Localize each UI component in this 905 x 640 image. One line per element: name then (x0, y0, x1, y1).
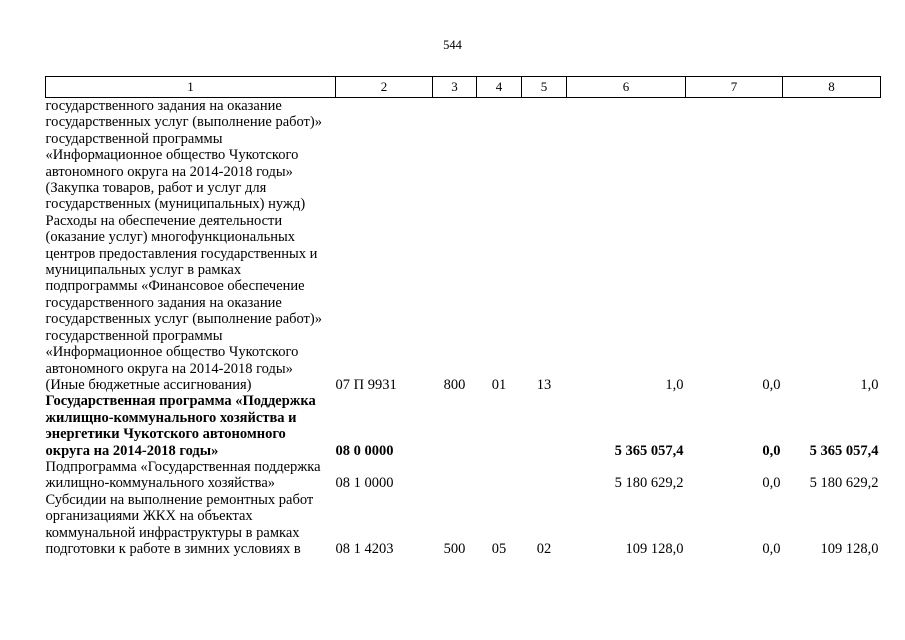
description-line: государственной программы (45, 130, 223, 147)
row-description (46, 98, 336, 213)
description-line: (Закупка товаров, работ и услуг для (45, 180, 267, 197)
amount-col6: 5 180 629,2 (614, 475, 684, 492)
description-line: государственных (муниципальных) нужд) (45, 196, 306, 213)
subsection-code: 13 (536, 376, 552, 393)
section-code (477, 393, 522, 459)
table-row (46, 492, 881, 558)
description-line: государственного задания на оказание (45, 98, 282, 114)
table-row (46, 98, 881, 213)
description-line: жилищно-коммунального хозяйства» (45, 475, 276, 492)
section-code: 05 (491, 540, 507, 557)
column-header: 3 (433, 77, 477, 98)
description-line: центров предоставления государственных и (45, 245, 318, 262)
description-line: (Иные бюджетные ассигнования) (45, 376, 252, 393)
subsection-code (522, 393, 567, 459)
subsection-code: 02 (536, 540, 552, 557)
amount-col6: 109 128,0 (625, 540, 684, 557)
description-line: энергетики Чукотского автономного (45, 426, 286, 443)
column-header: 2 (336, 77, 433, 98)
amount-col8: 1,0 (860, 376, 879, 393)
budget-table (45, 76, 881, 557)
amount-col7: 0,0 (762, 442, 781, 459)
amount-col8 (783, 98, 881, 213)
description-line: подпрограммы «Финансовое обеспечение (45, 278, 305, 295)
expense-type: 800 (443, 376, 466, 393)
column-number-row (46, 77, 881, 98)
subsection-code (522, 98, 567, 213)
description-line: государственных услуг (выполнение работ)» (45, 311, 322, 328)
description-line: автономного округа на 2014-2018 годы» (45, 360, 293, 377)
column-header: 4 (477, 77, 522, 98)
table-row (46, 213, 881, 393)
page-number: 544 (443, 38, 462, 52)
description-line: организациями ЖКХ на объектах (45, 508, 253, 525)
row-description (46, 492, 336, 558)
amount-col8: 5 365 057,4 (809, 442, 879, 459)
description-line: округа на 2014-2018 годы» (45, 442, 219, 459)
description-line: «Информационное общество Чукотского (45, 147, 299, 164)
column-header: 6 (567, 77, 686, 98)
description-line: жилищно-коммунального хозяйства и (45, 409, 297, 426)
amount-col6: 5 365 057,4 (614, 442, 684, 459)
section-code (477, 98, 522, 213)
description-line: государственного задания на оказание (45, 294, 282, 311)
description-line: (оказание услуг) многофункциональных (45, 229, 295, 246)
expense-type: 500 (443, 540, 466, 557)
description-line: Подпрограмма «Государственная поддержка (45, 458, 321, 475)
amount-col8: 109 128,0 (820, 540, 879, 557)
row-description (46, 459, 336, 492)
row-description (46, 393, 336, 459)
section-code (477, 459, 522, 492)
amount-col6 (567, 98, 686, 213)
table-row (46, 459, 881, 492)
expense-type (433, 98, 477, 213)
table-row (46, 393, 881, 459)
target-article-code: 07 П 9931 (335, 376, 397, 393)
amount-col7: 0,0 (762, 376, 781, 393)
row-description (46, 213, 336, 393)
description-line: Субсидии на выполнение ремонтных работ (45, 491, 314, 508)
amount-col7 (686, 98, 783, 213)
description-line: подготовки к работе в зимних условиях в (45, 540, 301, 557)
target-article-code: 08 1 0000 (335, 475, 394, 492)
description-line: автономного округа на 2014-2018 годы» (45, 163, 293, 180)
target-article-code (336, 98, 433, 213)
description-line: коммунальной инфраструктуры в рамках (45, 524, 300, 541)
amount-col7: 0,0 (762, 540, 781, 557)
description-line: Государственная программа «Поддержка (45, 393, 316, 410)
target-article-code: 08 1 4203 (335, 540, 394, 557)
description-line: государственной программы (45, 327, 223, 344)
amount-col8: 5 180 629,2 (809, 475, 879, 492)
expense-type (433, 459, 477, 492)
subsection-code (522, 459, 567, 492)
expense-type (433, 393, 477, 459)
section-code: 01 (491, 376, 507, 393)
amount-col6: 1,0 (665, 376, 684, 393)
column-header: 5 (522, 77, 567, 98)
description-line: государственных услуг (выполнение работ)» (45, 114, 322, 131)
amount-col7: 0,0 (762, 475, 781, 492)
target-article-code: 08 0 0000 (335, 442, 394, 459)
description-line: «Информационное общество Чукотского (45, 344, 299, 361)
description-line: Расходы на обеспечение деятельности (45, 212, 283, 229)
column-header: 8 (783, 77, 881, 98)
column-header: 7 (686, 77, 783, 98)
column-header: 1 (46, 77, 336, 98)
description-line: муниципальных услуг в рамках (45, 262, 242, 279)
